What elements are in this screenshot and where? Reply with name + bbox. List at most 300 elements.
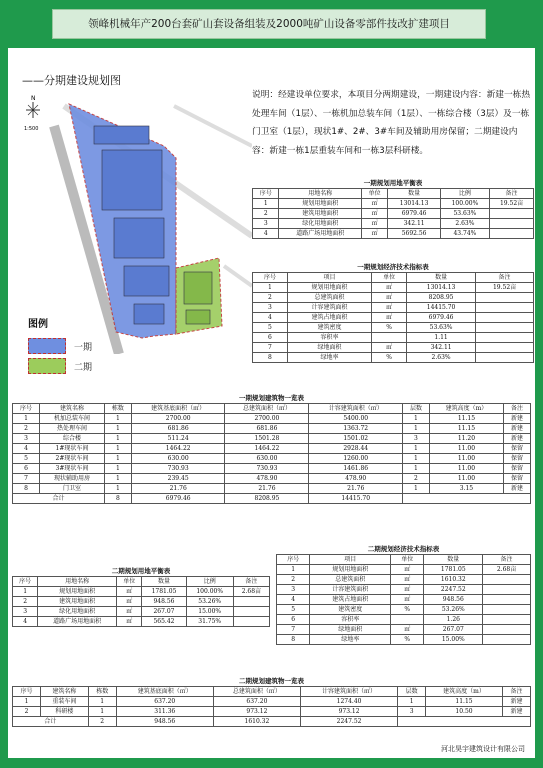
table-cell bbox=[483, 585, 531, 595]
table-cell: 热处理车间 bbox=[39, 424, 104, 434]
table-cell: 道路广场用地面积 bbox=[279, 229, 361, 239]
table-cell: 7 bbox=[253, 343, 288, 353]
table-total-row bbox=[13, 717, 531, 727]
table-cell: 1464.22 bbox=[225, 444, 309, 454]
table-cell: 1 bbox=[104, 474, 131, 484]
table-cell: 1 bbox=[104, 464, 131, 474]
table-cell: 绿地面积 bbox=[287, 343, 371, 353]
table-header-row bbox=[13, 404, 531, 414]
table-header-cell: 数量 bbox=[424, 555, 483, 565]
table-cell: 1464.22 bbox=[131, 444, 225, 454]
table-cell: 1 bbox=[402, 484, 429, 494]
legend-swatch-green bbox=[28, 358, 66, 374]
table-cell: 637.20 bbox=[116, 697, 213, 707]
table-cell: 948.56 bbox=[116, 717, 213, 727]
table-header-row bbox=[13, 687, 531, 697]
table-cell: ㎡ bbox=[361, 229, 387, 239]
footer-bar bbox=[0, 758, 543, 768]
phase1-tech-table bbox=[252, 272, 534, 363]
table-cell: 342.11 bbox=[388, 219, 440, 229]
table-cell: 3 bbox=[13, 607, 38, 617]
table-cell: 15.00% bbox=[424, 635, 483, 645]
table-row bbox=[277, 615, 531, 625]
table-cell: ㎡ bbox=[361, 209, 387, 219]
compass-icon bbox=[24, 95, 40, 132]
table-cell: 973.12 bbox=[213, 707, 300, 717]
legend-swatch-blue bbox=[28, 338, 66, 354]
table-cell: 1 bbox=[402, 454, 429, 464]
table-caption: 二期规划经济技术指标表 bbox=[367, 545, 440, 553]
table-caption: 一期规划经济技术指标表 bbox=[357, 263, 429, 271]
table-cell: 新建 bbox=[502, 697, 530, 707]
table-cell: 53.26% bbox=[424, 605, 483, 615]
table-header-cell: 备注 bbox=[490, 189, 534, 199]
legend-label: 一期 bbox=[74, 342, 93, 353]
table-header-row bbox=[277, 555, 531, 565]
table-cell: 2928.44 bbox=[309, 444, 403, 454]
table-cell: 11.00 bbox=[429, 454, 503, 464]
table-cell: 3 bbox=[398, 707, 426, 717]
table-cell: 3 bbox=[253, 303, 288, 313]
table-header-cell: 备注 bbox=[476, 273, 534, 283]
table-caption: 一期规划建筑物一览表 bbox=[239, 394, 304, 402]
table-cell: 道路广场用地面积 bbox=[38, 617, 117, 627]
left-border bbox=[0, 48, 8, 768]
table-cell: 311.36 bbox=[116, 707, 213, 717]
table-cell: 53.26% bbox=[186, 597, 233, 607]
table-header-cell: 建筑高度（m） bbox=[426, 687, 503, 697]
table-cell: 3 bbox=[13, 434, 40, 444]
table-cell: 478.90 bbox=[225, 474, 309, 484]
table-cell: 合计 bbox=[13, 717, 89, 727]
table-cell: 1.11 bbox=[407, 333, 476, 343]
table-cell: 建筑密度 bbox=[310, 605, 391, 615]
table-cell: ㎡ bbox=[361, 199, 387, 209]
table-cell bbox=[233, 617, 269, 627]
compass-label: N bbox=[31, 95, 36, 102]
table-cell: 绿化用地面积 bbox=[38, 607, 117, 617]
table-cell: 综合楼 bbox=[39, 434, 104, 444]
table-cell: 绿地面积 bbox=[310, 625, 391, 635]
table-cell: 6979.46 bbox=[388, 209, 440, 219]
table-cell: 19.52亩 bbox=[490, 199, 534, 209]
table-header-cell: 序号 bbox=[253, 273, 288, 283]
table-cell: 规划用地面积 bbox=[279, 199, 361, 209]
table-cell bbox=[483, 615, 531, 625]
table-cell: 1 bbox=[13, 414, 40, 424]
table-cell bbox=[490, 229, 534, 239]
table-cell bbox=[476, 303, 534, 313]
table-header-cell: 单位 bbox=[361, 189, 387, 199]
table-row bbox=[253, 293, 534, 303]
table-row bbox=[253, 313, 534, 323]
table-header-cell: 栋数 bbox=[104, 404, 131, 414]
table-cell: % bbox=[391, 605, 424, 615]
table-cell: 11.00 bbox=[429, 464, 503, 474]
table-cell: 5 bbox=[253, 323, 288, 333]
table-row bbox=[253, 343, 534, 353]
table-cell: 保留 bbox=[503, 454, 530, 464]
table-cell: 1781.05 bbox=[142, 587, 186, 597]
table-cell: 11.20 bbox=[429, 434, 503, 444]
table-cell: 建筑占地面积 bbox=[287, 313, 371, 323]
table-cell: 3 bbox=[402, 434, 429, 444]
table-cell: 6979.46 bbox=[407, 313, 476, 323]
table-cell: 1 bbox=[402, 424, 429, 434]
table-row bbox=[13, 454, 531, 464]
table-cell bbox=[476, 333, 534, 343]
table-cell: 13014.13 bbox=[407, 283, 476, 293]
table-cell: 2.63% bbox=[407, 353, 476, 363]
table-cell: ㎡ bbox=[391, 595, 424, 605]
table-row bbox=[13, 464, 531, 474]
table-cell: 2 bbox=[253, 293, 288, 303]
table-cell: 53.63% bbox=[440, 209, 489, 219]
table-cell: 5 bbox=[277, 605, 310, 615]
table-header-cell: 备注 bbox=[233, 577, 269, 587]
table-row bbox=[13, 474, 531, 484]
table-cell: 2247.52 bbox=[301, 717, 398, 727]
legend-title: 图例 bbox=[28, 319, 48, 330]
table-header-cell: 建筑名称 bbox=[40, 687, 88, 697]
phase2-land-table bbox=[12, 576, 270, 627]
table-cell: 3 bbox=[253, 219, 279, 229]
table-cell: ㎡ bbox=[117, 617, 142, 627]
table-header-cell: 计容建筑面积（㎡） bbox=[309, 404, 403, 414]
table-cell: 规划用地面积 bbox=[287, 283, 371, 293]
table-cell: 11.00 bbox=[429, 444, 503, 454]
table-cell: 511.24 bbox=[131, 434, 225, 444]
phase2-tech-table bbox=[276, 554, 531, 645]
table-cell: 1.26 bbox=[424, 615, 483, 625]
table-header-cell: 备注 bbox=[502, 687, 530, 697]
table-header-cell: 计容建筑面积（㎡） bbox=[301, 687, 398, 697]
table-cell: 4 bbox=[253, 229, 279, 239]
table-cell bbox=[402, 494, 530, 504]
table-header-cell: 序号 bbox=[13, 687, 41, 697]
table-cell bbox=[490, 209, 534, 219]
table-cell: ㎡ bbox=[391, 575, 424, 585]
table-header-cell: 数量 bbox=[142, 577, 186, 587]
table-cell: 合计 bbox=[13, 494, 105, 504]
table-cell: 4 bbox=[253, 313, 288, 323]
table-cell: 7 bbox=[13, 474, 40, 484]
table-row bbox=[253, 323, 534, 333]
legend-label: 二期 bbox=[74, 362, 93, 373]
table-cell: 重装车间 bbox=[40, 697, 88, 707]
table-header-cell: 序号 bbox=[253, 189, 279, 199]
table-cell: 43.74% bbox=[440, 229, 489, 239]
table-cell: ㎡ bbox=[372, 293, 407, 303]
table-cell: 1461.86 bbox=[309, 464, 403, 474]
table-header-cell: 建筑名称 bbox=[39, 404, 104, 414]
table-header-cell: 层数 bbox=[398, 687, 426, 697]
table-cell: 新建 bbox=[502, 707, 530, 717]
table-cell: 8208.95 bbox=[225, 494, 309, 504]
table-cell: 8 bbox=[104, 494, 131, 504]
table-cell: 630.00 bbox=[131, 454, 225, 464]
table-cell: 1 bbox=[402, 414, 429, 424]
table-header-cell: 单位 bbox=[391, 555, 424, 565]
table-cell: 2 bbox=[13, 424, 40, 434]
table-cell: 2.63% bbox=[440, 219, 489, 229]
table-header-cell: 数量 bbox=[407, 273, 476, 283]
table-cell: 100.00% bbox=[186, 587, 233, 597]
table-cell bbox=[476, 343, 534, 353]
table-cell: 1260.00 bbox=[309, 454, 403, 464]
table-cell: 计容建筑面积 bbox=[310, 585, 391, 595]
table-cell: 8 bbox=[253, 353, 288, 363]
table-row bbox=[253, 209, 534, 219]
table-cell: 新建 bbox=[503, 414, 530, 424]
table-cell: ㎡ bbox=[372, 283, 407, 293]
table-cell: 建筑占地面积 bbox=[310, 595, 391, 605]
table-row bbox=[277, 625, 531, 635]
table-cell bbox=[476, 293, 534, 303]
table-cell: 保留 bbox=[503, 444, 530, 454]
table-header-cell: 比例 bbox=[186, 577, 233, 587]
table-cell bbox=[483, 625, 531, 635]
table-cell: 1610.32 bbox=[424, 575, 483, 585]
table-cell: 973.12 bbox=[301, 707, 398, 717]
table-cell: 19.52亩 bbox=[476, 283, 534, 293]
table-cell: 11.15 bbox=[429, 414, 503, 424]
legend-item-phase2 bbox=[28, 358, 92, 374]
table-cell: 3#现状车间 bbox=[39, 464, 104, 474]
table-cell: % bbox=[391, 635, 424, 645]
table-cell bbox=[398, 717, 531, 727]
table-cell: % bbox=[372, 323, 407, 333]
table-cell: 保留 bbox=[503, 464, 530, 474]
table-cell: 建筑用地面积 bbox=[38, 597, 117, 607]
table-cell bbox=[490, 219, 534, 229]
table-header-cell: 序号 bbox=[277, 555, 310, 565]
table-cell: 新建 bbox=[503, 424, 530, 434]
table-cell: 565.42 bbox=[142, 617, 186, 627]
table-cell: 15.00% bbox=[186, 607, 233, 617]
table-cell: 1 bbox=[104, 484, 131, 494]
scale-label: 1:500 bbox=[24, 126, 39, 132]
table-header-row bbox=[13, 577, 270, 587]
table-cell: ㎡ bbox=[117, 607, 142, 617]
table-row bbox=[253, 303, 534, 313]
table-header-cell: 栋数 bbox=[88, 687, 116, 697]
description-text: 说明：经建设单位要求，本项目分两期建设，一期建设内容：新建一栋热处理车间（1层）、一栋机加总装车间（1层）、一栋综合楼（3层）及一栋门卫室（1层），现状1#、2#、3#车间及辅助用房保留；二期建设内容：新建一栋1层重装车间和一栋3层科研楼。 bbox=[252, 90, 530, 156]
table-cell: 1501.28 bbox=[225, 434, 309, 444]
table-cell: 绿化用地面积 bbox=[279, 219, 361, 229]
table-cell: 1610.32 bbox=[213, 717, 300, 727]
table-cell: 1 bbox=[13, 697, 41, 707]
table-header-cell: 单位 bbox=[117, 577, 142, 587]
table-cell: 267.07 bbox=[142, 607, 186, 617]
table-cell: 13014.13 bbox=[388, 199, 440, 209]
table-cell: 规划用地面积 bbox=[310, 565, 391, 575]
table-cell: 1 bbox=[104, 444, 131, 454]
table-cell: ㎡ bbox=[117, 587, 142, 597]
table-cell: 100.00% bbox=[440, 199, 489, 209]
table-cell: 容积率 bbox=[310, 615, 391, 625]
table-cell: 4 bbox=[277, 595, 310, 605]
table-cell: 2.68亩 bbox=[483, 565, 531, 575]
header-bar bbox=[0, 0, 543, 48]
table-row bbox=[277, 585, 531, 595]
table-header-cell: 序号 bbox=[13, 577, 38, 587]
table-cell: 1 bbox=[13, 587, 38, 597]
table-header-row bbox=[253, 189, 534, 199]
table-cell: 239.45 bbox=[131, 474, 225, 484]
table-cell: 6 bbox=[277, 615, 310, 625]
table-header-cell: 单位 bbox=[372, 273, 407, 283]
table-cell: 11.00 bbox=[429, 474, 503, 484]
table-cell: 948.56 bbox=[424, 595, 483, 605]
table-cell: 4 bbox=[13, 444, 40, 454]
table-header-cell: 层数 bbox=[402, 404, 429, 414]
table-row bbox=[253, 199, 534, 209]
table-cell: 1274.40 bbox=[301, 697, 398, 707]
table-cell: ㎡ bbox=[372, 313, 407, 323]
table-header-row bbox=[253, 273, 534, 283]
table-cell bbox=[483, 575, 531, 585]
table-cell bbox=[372, 333, 407, 343]
table-total-row bbox=[13, 494, 531, 504]
table-header-cell: 建筑基底面积（㎡） bbox=[116, 687, 213, 697]
right-border bbox=[535, 48, 543, 768]
table-header-cell: 总建筑面积（㎡） bbox=[225, 404, 309, 414]
table-cell: 5400.00 bbox=[309, 414, 403, 424]
table-cell: 630.00 bbox=[225, 454, 309, 464]
table-cell: 6 bbox=[253, 333, 288, 343]
table-cell: 21.76 bbox=[225, 484, 309, 494]
table-cell: 1781.05 bbox=[424, 565, 483, 575]
table-row bbox=[253, 283, 534, 293]
table-cell: 保留 bbox=[503, 474, 530, 484]
table-cell: 21.76 bbox=[309, 484, 403, 494]
table-cell: 1363.72 bbox=[309, 424, 403, 434]
table-cell: 机加总装车间 bbox=[39, 414, 104, 424]
table-row bbox=[13, 414, 531, 424]
table-header-cell: 序号 bbox=[13, 404, 40, 414]
table-row bbox=[253, 333, 534, 343]
table-cell: 容积率 bbox=[287, 333, 371, 343]
table-cell: 2 bbox=[13, 707, 41, 717]
table-header-cell: 备注 bbox=[483, 555, 531, 565]
table-header-cell: 备注 bbox=[503, 404, 530, 414]
table-cell: 2700.00 bbox=[131, 414, 225, 424]
table-header-cell: 建筑基底面积（㎡） bbox=[131, 404, 225, 414]
table-cell: 3 bbox=[277, 585, 310, 595]
table-cell: 2#现状车间 bbox=[39, 454, 104, 464]
table-cell bbox=[476, 353, 534, 363]
table-cell: 637.20 bbox=[213, 697, 300, 707]
table-cell: 1 bbox=[402, 464, 429, 474]
table-header-cell: 用地名称 bbox=[38, 577, 117, 587]
table-cell bbox=[476, 313, 534, 323]
table-row bbox=[13, 607, 270, 617]
table-cell: 计容建筑面积 bbox=[287, 303, 371, 313]
legend-item-phase1 bbox=[28, 338, 92, 354]
table-row bbox=[13, 484, 531, 494]
table-cell: 342.11 bbox=[407, 343, 476, 353]
table-cell: 2247.52 bbox=[424, 585, 483, 595]
table-cell: 1#现状车间 bbox=[39, 444, 104, 454]
table-row bbox=[13, 617, 270, 627]
table-header-cell: 项目 bbox=[310, 555, 391, 565]
table-cell: 4 bbox=[13, 617, 38, 627]
table-cell: 6 bbox=[13, 464, 40, 474]
table-cell: 730.93 bbox=[131, 464, 225, 474]
table-cell: 7 bbox=[277, 625, 310, 635]
phase2-buildings-table bbox=[12, 686, 531, 727]
table-row bbox=[277, 635, 531, 645]
table-cell: ㎡ bbox=[117, 597, 142, 607]
table-caption: 一期规划用地平衡表 bbox=[363, 179, 423, 187]
table-cell: ㎡ bbox=[391, 625, 424, 635]
table-cell: 1501.02 bbox=[309, 434, 403, 444]
table-header-cell: 用地名称 bbox=[279, 189, 361, 199]
table-cell: 681.86 bbox=[131, 424, 225, 434]
table-cell: ㎡ bbox=[391, 565, 424, 575]
table-cell: 1 bbox=[88, 707, 116, 717]
table-cell: 11.15 bbox=[426, 697, 503, 707]
table-cell: 1 bbox=[398, 697, 426, 707]
table-cell: 2 bbox=[277, 575, 310, 585]
table-cell bbox=[483, 595, 531, 605]
table-cell: 建筑密度 bbox=[287, 323, 371, 333]
table-cell: 5 bbox=[13, 454, 40, 464]
table-row bbox=[277, 565, 531, 575]
table-cell: 31.75% bbox=[186, 617, 233, 627]
table-cell: 门卫室 bbox=[39, 484, 104, 494]
site-plan bbox=[24, 86, 252, 354]
table-cell: 730.93 bbox=[225, 464, 309, 474]
phase1-land-table bbox=[252, 188, 534, 239]
table-cell: % bbox=[372, 353, 407, 363]
table-row bbox=[277, 605, 531, 615]
table-cell: 规划用地面积 bbox=[38, 587, 117, 597]
table-cell bbox=[476, 323, 534, 333]
table-cell: 2.68亩 bbox=[233, 587, 269, 597]
table-cell: ㎡ bbox=[372, 303, 407, 313]
table-row bbox=[277, 575, 531, 585]
table-caption: 二期规划建筑物一览表 bbox=[239, 677, 304, 685]
table-cell bbox=[233, 607, 269, 617]
table-header-cell: 项目 bbox=[287, 273, 371, 283]
table-cell: ㎡ bbox=[391, 585, 424, 595]
table-cell: 5692.56 bbox=[388, 229, 440, 239]
table-cell: 2700.00 bbox=[225, 414, 309, 424]
table-cell: 478.90 bbox=[309, 474, 403, 484]
table-cell: 1 bbox=[104, 454, 131, 464]
table-cell: 2 bbox=[13, 597, 38, 607]
table-row bbox=[13, 707, 531, 717]
table-cell: ㎡ bbox=[372, 343, 407, 353]
table-cell: 绿地率 bbox=[287, 353, 371, 363]
table-row bbox=[13, 597, 270, 607]
table-cell: 14415.70 bbox=[309, 494, 403, 504]
table-cell: 2 bbox=[88, 717, 116, 727]
table-row bbox=[13, 444, 531, 454]
table-row bbox=[13, 697, 531, 707]
table-cell: 2 bbox=[253, 209, 279, 219]
table-cell: 948.56 bbox=[142, 597, 186, 607]
table-cell: 1 bbox=[253, 283, 288, 293]
table-header-cell: 总建筑面积（㎡） bbox=[213, 687, 300, 697]
table-cell: 科研楼 bbox=[40, 707, 88, 717]
table-cell: 53.63% bbox=[407, 323, 476, 333]
table-cell: 1 bbox=[402, 444, 429, 454]
table-cell: 1 bbox=[104, 434, 131, 444]
table-row bbox=[277, 595, 531, 605]
